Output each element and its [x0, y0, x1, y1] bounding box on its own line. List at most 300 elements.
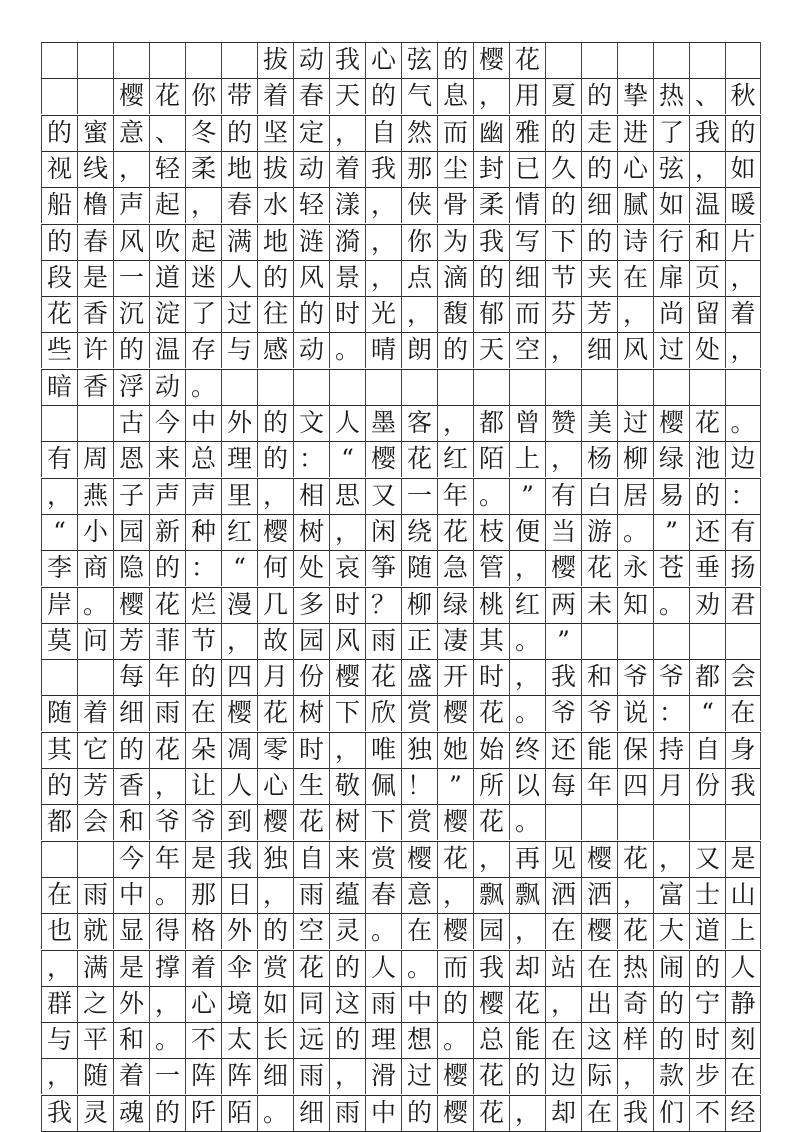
char-cell: 始: [473, 732, 509, 768]
char-cell: 芬: [545, 296, 581, 332]
char-cell: 。: [653, 587, 689, 623]
char-cell: ，: [725, 332, 761, 368]
char-cell: 着: [329, 151, 365, 187]
char-cell: 自: [293, 841, 329, 877]
char-cell: 园: [113, 514, 149, 550]
char-cell: 我: [473, 950, 509, 986]
char-cell: 山: [725, 877, 761, 913]
char-cell: ，: [725, 260, 761, 296]
char-cell: 都: [689, 659, 725, 695]
char-cell: 久: [545, 151, 581, 187]
char-cell: 际: [581, 1058, 617, 1094]
char-cell: 樱: [545, 550, 581, 586]
char-cell: 樱: [653, 405, 689, 441]
char-cell: 下: [329, 695, 365, 731]
char-cell: 樱: [437, 1058, 473, 1094]
title-char-cell: 花: [509, 42, 545, 78]
char-cell: ：: [653, 695, 689, 731]
char-cell: 阵: [221, 1058, 257, 1094]
char-cell: 的: [689, 950, 725, 986]
char-cell: 留: [689, 296, 725, 332]
char-cell: 郁: [473, 296, 509, 332]
char-cell: 又: [689, 841, 725, 877]
char-cell: 而: [437, 950, 473, 986]
char-cell: 红: [437, 441, 473, 477]
char-cell: 。: [725, 405, 761, 441]
char-cell: 骨: [437, 187, 473, 223]
char-cell: 而: [437, 115, 473, 151]
char-cell: 的: [329, 1022, 365, 1058]
char-cell: 何: [257, 550, 293, 586]
char-cell: 格: [185, 913, 221, 949]
char-cell: 凄: [437, 623, 473, 659]
char-cell: 水: [257, 187, 293, 223]
essay-row: [41, 841, 761, 877]
char-cell: 动: [149, 369, 185, 405]
char-cell: 如: [725, 151, 761, 187]
char-cell: 暗: [41, 369, 77, 405]
char-cell: 漫: [221, 587, 257, 623]
char-cell: ，: [185, 187, 221, 223]
char-cell: 年: [437, 478, 473, 514]
char-cell: [77, 405, 113, 441]
char-cell: 樱: [437, 695, 473, 731]
char-cell: 朵: [185, 732, 221, 768]
char-cell: 情: [509, 187, 545, 223]
char-cell: 侠: [401, 187, 437, 223]
char-cell: 陌: [473, 441, 509, 477]
char-cell: 。: [509, 623, 545, 659]
char-cell: 曾: [509, 405, 545, 441]
char-cell: 同: [293, 986, 329, 1022]
char-cell: 柳: [617, 441, 653, 477]
char-cell: [725, 623, 761, 659]
char-cell: 开: [437, 659, 473, 695]
char-cell: 雨: [149, 695, 185, 731]
char-cell: 闹: [653, 950, 689, 986]
title-char-cell: 心: [365, 42, 401, 78]
char-cell: 爷: [617, 659, 653, 695]
char-cell: 就: [77, 913, 113, 949]
char-cell: 芳: [113, 623, 149, 659]
char-cell: [689, 369, 725, 405]
char-cell: 柔: [473, 187, 509, 223]
char-cell: 外: [113, 986, 149, 1022]
char-cell: 的: [545, 187, 581, 223]
char-cell: 一: [149, 1058, 185, 1094]
char-cell: 又: [365, 478, 401, 514]
char-cell: 见: [545, 841, 581, 877]
char-cell: 文: [293, 405, 329, 441]
char-cell: 下: [365, 804, 401, 840]
char-cell: [221, 369, 257, 405]
char-cell: 所: [473, 768, 509, 804]
essay-row: [41, 260, 761, 296]
essay-row: [41, 187, 761, 223]
char-cell: [653, 623, 689, 659]
char-cell: 不: [185, 1022, 221, 1058]
essay-row: [41, 478, 761, 514]
char-cell: 们: [653, 1095, 689, 1131]
char-cell: 的: [257, 405, 293, 441]
essay-row: [41, 913, 761, 949]
char-cell: 。: [437, 1022, 473, 1058]
char-cell: [689, 804, 725, 840]
char-cell: 尘: [437, 151, 473, 187]
char-cell: 日: [221, 877, 257, 913]
char-cell: 在: [725, 1058, 761, 1094]
char-cell: 朗: [401, 332, 437, 368]
char-cell: 的: [581, 224, 617, 260]
char-cell: 太: [221, 1022, 257, 1058]
char-cell: 花: [689, 405, 725, 441]
char-cell: 定: [293, 115, 329, 151]
char-cell: 相: [293, 478, 329, 514]
char-cell: 动: [293, 151, 329, 187]
char-cell: 独: [257, 841, 293, 877]
char-cell: 、: [149, 115, 185, 151]
title-char-cell: [653, 42, 689, 78]
char-cell: 拔: [257, 151, 293, 187]
char-cell: 时: [329, 296, 365, 332]
char-cell: 进: [617, 115, 653, 151]
char-cell: 客: [401, 405, 437, 441]
char-cell: 的: [185, 659, 221, 695]
title-char-cell: 我: [329, 42, 365, 78]
char-cell: 我: [725, 768, 761, 804]
char-cell: 樱: [581, 913, 617, 949]
char-cell: 其: [473, 623, 509, 659]
char-cell: 花: [149, 587, 185, 623]
char-cell: 秋: [725, 78, 761, 114]
char-cell: 花: [401, 441, 437, 477]
char-cell: [725, 369, 761, 405]
char-cell: 风: [329, 623, 365, 659]
char-cell: [365, 369, 401, 405]
char-cell: 夹: [581, 260, 617, 296]
char-cell: ，: [617, 877, 653, 913]
char-cell: 劝: [689, 587, 725, 623]
char-cell: 持: [653, 732, 689, 768]
char-cell: 你: [185, 78, 221, 114]
char-cell: 来: [149, 441, 185, 477]
char-cell: 。: [329, 332, 365, 368]
char-cell: 漾: [329, 187, 365, 223]
char-cell: 都: [473, 405, 509, 441]
char-cell: 居: [617, 478, 653, 514]
char-cell: 急: [437, 550, 473, 586]
char-cell: 满: [221, 224, 257, 260]
char-cell: 是: [113, 950, 149, 986]
char-cell: 香: [77, 296, 113, 332]
char-cell: 筝: [365, 550, 401, 586]
char-cell: 花: [617, 913, 653, 949]
char-cell: 樱: [113, 587, 149, 623]
char-cell: 边: [545, 1058, 581, 1094]
char-cell: 的: [365, 78, 401, 114]
char-cell: 飘: [509, 877, 545, 913]
char-cell: 欣: [365, 695, 401, 731]
char-cell: [617, 623, 653, 659]
char-cell: 雨: [77, 877, 113, 913]
char-cell: ，: [437, 877, 473, 913]
char-cell: 春: [293, 78, 329, 114]
char-cell: 往: [257, 296, 293, 332]
char-cell: 了: [653, 115, 689, 151]
char-cell: 蜜: [77, 115, 113, 151]
char-cell: ，: [149, 768, 185, 804]
char-cell: 爷: [149, 804, 185, 840]
char-cell: 节: [185, 623, 221, 659]
char-cell: ，: [509, 659, 545, 695]
char-cell: 花: [473, 1095, 509, 1131]
char-cell: 时: [689, 1022, 725, 1058]
char-cell: 自: [689, 732, 725, 768]
char-cell: [509, 369, 545, 405]
char-cell: 还: [545, 732, 581, 768]
char-cell: 的: [329, 950, 365, 986]
char-cell: ，: [329, 115, 365, 151]
char-cell: 细: [581, 332, 617, 368]
char-cell: 的: [41, 224, 77, 260]
char-cell: 细: [113, 695, 149, 731]
char-cell: 游: [581, 514, 617, 550]
char-cell: 多: [293, 587, 329, 623]
char-cell: 声: [113, 187, 149, 223]
char-cell: 以: [509, 768, 545, 804]
char-cell: 的: [149, 1095, 185, 1131]
char-cell: 垂: [689, 550, 725, 586]
char-cell: 凋: [221, 732, 257, 768]
char-cell: 白: [581, 478, 617, 514]
char-cell: 魂: [113, 1095, 149, 1131]
char-cell: 说: [617, 695, 653, 731]
char-cell: ，: [509, 550, 545, 586]
char-cell: ，: [365, 224, 401, 260]
essay-row: [41, 732, 761, 768]
char-cell: 菲: [149, 623, 185, 659]
char-cell: 。: [509, 695, 545, 731]
char-cell: 轻: [293, 187, 329, 223]
char-cell: 花: [149, 78, 185, 114]
char-cell: 样: [617, 1022, 653, 1058]
char-cell: ，: [437, 405, 473, 441]
char-cell: 月: [653, 768, 689, 804]
char-cell: 我: [41, 1095, 77, 1131]
char-cell: 风: [293, 260, 329, 296]
char-cell: 枝: [473, 514, 509, 550]
char-cell: 新: [149, 514, 185, 550]
char-cell: 我: [545, 659, 581, 695]
char-cell: 灵: [77, 1095, 113, 1131]
title-char-cell: [185, 42, 221, 78]
essay-row: [41, 78, 761, 114]
char-cell: 赏: [257, 950, 293, 986]
essay-row: [41, 1095, 761, 1131]
char-cell: 的: [437, 332, 473, 368]
char-cell: 一: [113, 260, 149, 296]
char-cell: 随: [41, 695, 77, 731]
char-cell: 节: [545, 260, 581, 296]
char-cell: 这: [329, 986, 365, 1022]
char-cell: ：: [725, 478, 761, 514]
char-cell: ，: [545, 986, 581, 1022]
char-cell: 那: [401, 151, 437, 187]
char-cell: ，: [401, 296, 437, 332]
char-cell: 灵: [329, 913, 365, 949]
char-cell: 几: [257, 587, 293, 623]
char-cell: 今: [149, 405, 185, 441]
char-cell: ，: [149, 986, 185, 1022]
char-cell: 冬: [185, 115, 221, 151]
char-cell: 有: [725, 514, 761, 550]
char-cell: 船: [41, 187, 77, 223]
essay-row: [41, 405, 761, 441]
essay-row: [41, 1058, 761, 1094]
char-cell: 芳: [581, 296, 617, 332]
char-cell: 思: [329, 478, 365, 514]
char-cell: 馥: [437, 296, 473, 332]
char-cell: 尚: [653, 296, 689, 332]
char-cell: 地: [221, 151, 257, 187]
char-cell: 、: [689, 78, 725, 114]
char-cell: “: [41, 514, 77, 550]
char-cell: 赏: [401, 695, 437, 731]
char-cell: 是: [725, 841, 761, 877]
char-cell: 来: [329, 841, 365, 877]
char-cell: 在: [725, 695, 761, 731]
char-cell: “: [689, 695, 725, 731]
char-cell: 行: [653, 224, 689, 260]
char-cell: [617, 804, 653, 840]
char-cell: 周: [77, 441, 113, 477]
char-cell: 站: [545, 950, 581, 986]
char-cell: 四: [617, 768, 653, 804]
char-cell: 和: [113, 804, 149, 840]
char-cell: 迷: [185, 260, 221, 296]
char-cell: 滴: [437, 260, 473, 296]
char-cell: 树: [293, 514, 329, 550]
char-cell: 用: [509, 78, 545, 114]
char-cell: 份: [293, 659, 329, 695]
char-cell: 人: [329, 405, 365, 441]
char-cell: 。: [617, 514, 653, 550]
char-cell: 境: [221, 986, 257, 1022]
char-cell: 过: [653, 332, 689, 368]
essay-row: [41, 224, 761, 260]
char-cell: 雨: [329, 1095, 365, 1131]
char-cell: 弦: [653, 151, 689, 187]
char-cell: ，: [329, 514, 365, 550]
char-cell: 园: [293, 623, 329, 659]
char-cell: 幽: [473, 115, 509, 151]
char-cell: 隐: [113, 550, 149, 586]
char-cell: [437, 369, 473, 405]
char-cell: 烂: [185, 587, 221, 623]
char-cell: 静: [725, 986, 761, 1022]
char-cell: 的: [581, 151, 617, 187]
char-cell: 时: [329, 587, 365, 623]
char-cell: 漪: [329, 224, 365, 260]
char-cell: 红: [221, 514, 257, 550]
char-cell: 莫: [41, 623, 77, 659]
char-cell: 如: [257, 986, 293, 1022]
char-cell: 着: [257, 78, 293, 114]
char-cell: 佩: [365, 768, 401, 804]
char-cell: 。: [77, 587, 113, 623]
char-cell: 富: [653, 877, 689, 913]
char-cell: 阵: [185, 1058, 221, 1094]
title-char-cell: [41, 42, 77, 78]
char-cell: 每: [545, 768, 581, 804]
char-cell: 上: [509, 441, 545, 477]
char-cell: 今: [113, 841, 149, 877]
essay-row: [41, 695, 761, 731]
char-cell: 樱: [401, 841, 437, 877]
char-cell: 也: [41, 913, 77, 949]
char-cell: [257, 369, 293, 405]
char-cell: 樱: [257, 514, 293, 550]
title-char-cell: [149, 42, 185, 78]
char-cell: 道: [149, 260, 185, 296]
title-char-cell: 樱: [473, 42, 509, 78]
char-cell: 。: [473, 478, 509, 514]
char-cell: 便: [509, 514, 545, 550]
char-cell: 涟: [293, 224, 329, 260]
char-cell: 晴: [365, 332, 401, 368]
char-cell: 敬: [329, 768, 365, 804]
char-cell: [689, 623, 725, 659]
char-cell: 大: [653, 913, 689, 949]
char-cell: 过: [221, 296, 257, 332]
char-cell: 然: [401, 115, 437, 151]
essay-row: [41, 768, 761, 804]
char-cell: 花: [437, 841, 473, 877]
char-cell: 墨: [365, 405, 401, 441]
char-cell: 的: [113, 732, 149, 768]
char-cell: 君: [725, 587, 761, 623]
char-cell: 它: [77, 732, 113, 768]
char-cell: 上: [725, 913, 761, 949]
char-cell: ：: [293, 441, 329, 477]
char-cell: [473, 369, 509, 405]
char-cell: 故: [257, 623, 293, 659]
char-cell: 有: [545, 478, 581, 514]
char-cell: 哀: [329, 550, 365, 586]
char-cell: 我: [617, 1095, 653, 1131]
char-cell: 天: [473, 332, 509, 368]
char-cell: 还: [689, 514, 725, 550]
char-cell: 雅: [509, 115, 545, 151]
char-cell: 独: [401, 732, 437, 768]
char-cell: 天: [329, 78, 365, 114]
char-cell: [401, 369, 437, 405]
char-cell: 动: [293, 332, 329, 368]
char-cell: 当: [545, 514, 581, 550]
char-cell: 管: [473, 550, 509, 586]
char-cell: [653, 369, 689, 405]
char-cell: 花: [365, 659, 401, 695]
char-cell: 已: [509, 151, 545, 187]
char-cell: 花: [581, 550, 617, 586]
char-cell: 是: [77, 260, 113, 296]
char-cell: 赏: [365, 841, 401, 877]
char-cell: ，: [473, 78, 509, 114]
char-cell: 中: [185, 405, 221, 441]
char-cell: 得: [149, 913, 185, 949]
char-cell: 想: [401, 1022, 437, 1058]
char-cell: 花: [473, 1058, 509, 1094]
